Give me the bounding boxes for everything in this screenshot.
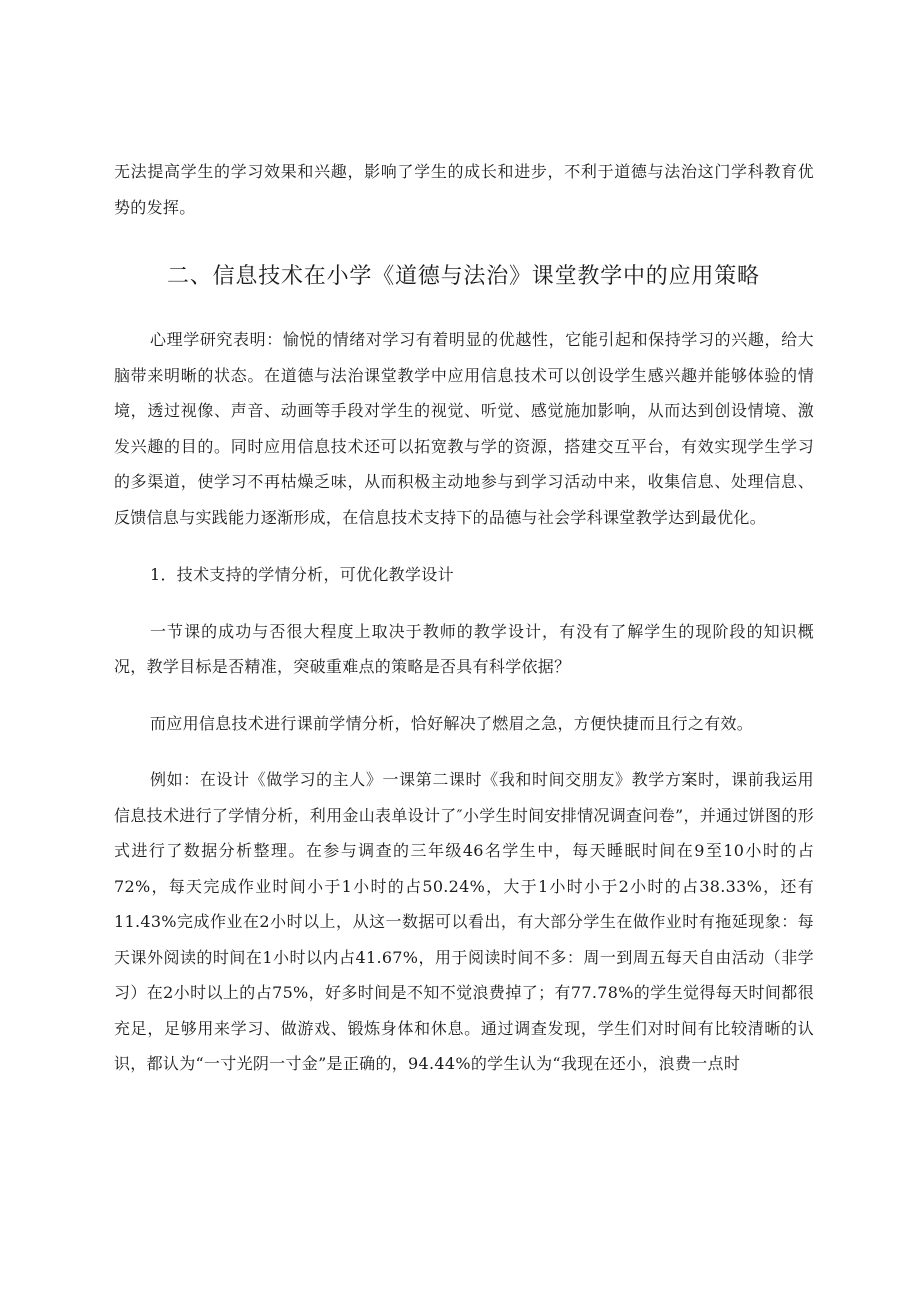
design-paragraph: 一节课的成功与否很大程度上取决于教师的教学设计，有没有了解学生的现阶段的知识概况，教学目标是否精准，突破重难点的策略是否具有科学依据？ — [114, 621, 814, 676]
analysis-paragraph: 而应用信息技术进行课前学情分析，恰好解决了燃眉之急，方便快捷而且行之有效。 — [150, 713, 754, 733]
document-body — [114, 154, 814, 1082]
subheading: 1．技术支持的学情分析，可优化教学设计 — [150, 565, 454, 584]
section-heading: 二、信息技术在小学《道德与法治》课堂教学中的应用策略 — [167, 264, 760, 289]
example-paragraph: 例如：在设计《做学习的主人》一课第二课时《我和时间交朋友》教学方案时，课前我运用信息技术进行了学情分析，利用金山表单设计了″小学生时间安排情况调查问卷”，并通过饼图的形式进行了数据分析整理。在参与调查的三年级46名学生中，每天睡眠时间在9至10小时的占72%，每天完成作业时间小于1小时的占50.24%，大于1小时小于2小时的占38.33%，还有11.43%完成作业在2小时以上，从这一数据可以看出，有大部分学生在做作业时有拖延现象：每天课外阅读的时间在1小时以内占41.67%，用于阅读时间不多：周一到周五每天自由活动（非学习）在2小时以上的占75%，好多时间是不知不觉浪费掉了；有77.78%的学生觉得每天时间都很充足，足够用来学习、做游戏、锻炼身体和休息。通过调查发现，学生们对时间有比较清晰的认识，都认为“一寸光阴一寸金”是正确的，94.44%的学生认为“我现在还小，浪费一点时 — [114, 770, 814, 1073]
intro-paragraph: 心理学研究表明：愉悦的情绪对学习有着明显的优越性，它能引起和保持学习的兴趣，给大脑带来明晰的状态。在道德与法治课堂教学中应用信息技术可以创设学生感兴趣并能够体验的情境，透过视像、声音、动画等手段对学生的视觉、听觉、感觉施加影响，从而达到创设情境、激发兴趣的目的。同时应用信息技术还可以拓宽教与学的资源，搭建交互平台，有效实现学生学习的多渠道，使学习不再枯燥乏味，从而积极主动地参与到学习活动中来，收集信息、处理信息、反馈信息与实践能力逐渐形成，在信息技术支持下的品德与社会学科课堂教学达到最优化。 — [114, 330, 814, 527]
opening-paragraph: 无法提高学生的学习效果和兴趣，影响了学生的成长和进步，不利于道德与法治这门学科教育优势的发挥。 — [114, 162, 814, 217]
